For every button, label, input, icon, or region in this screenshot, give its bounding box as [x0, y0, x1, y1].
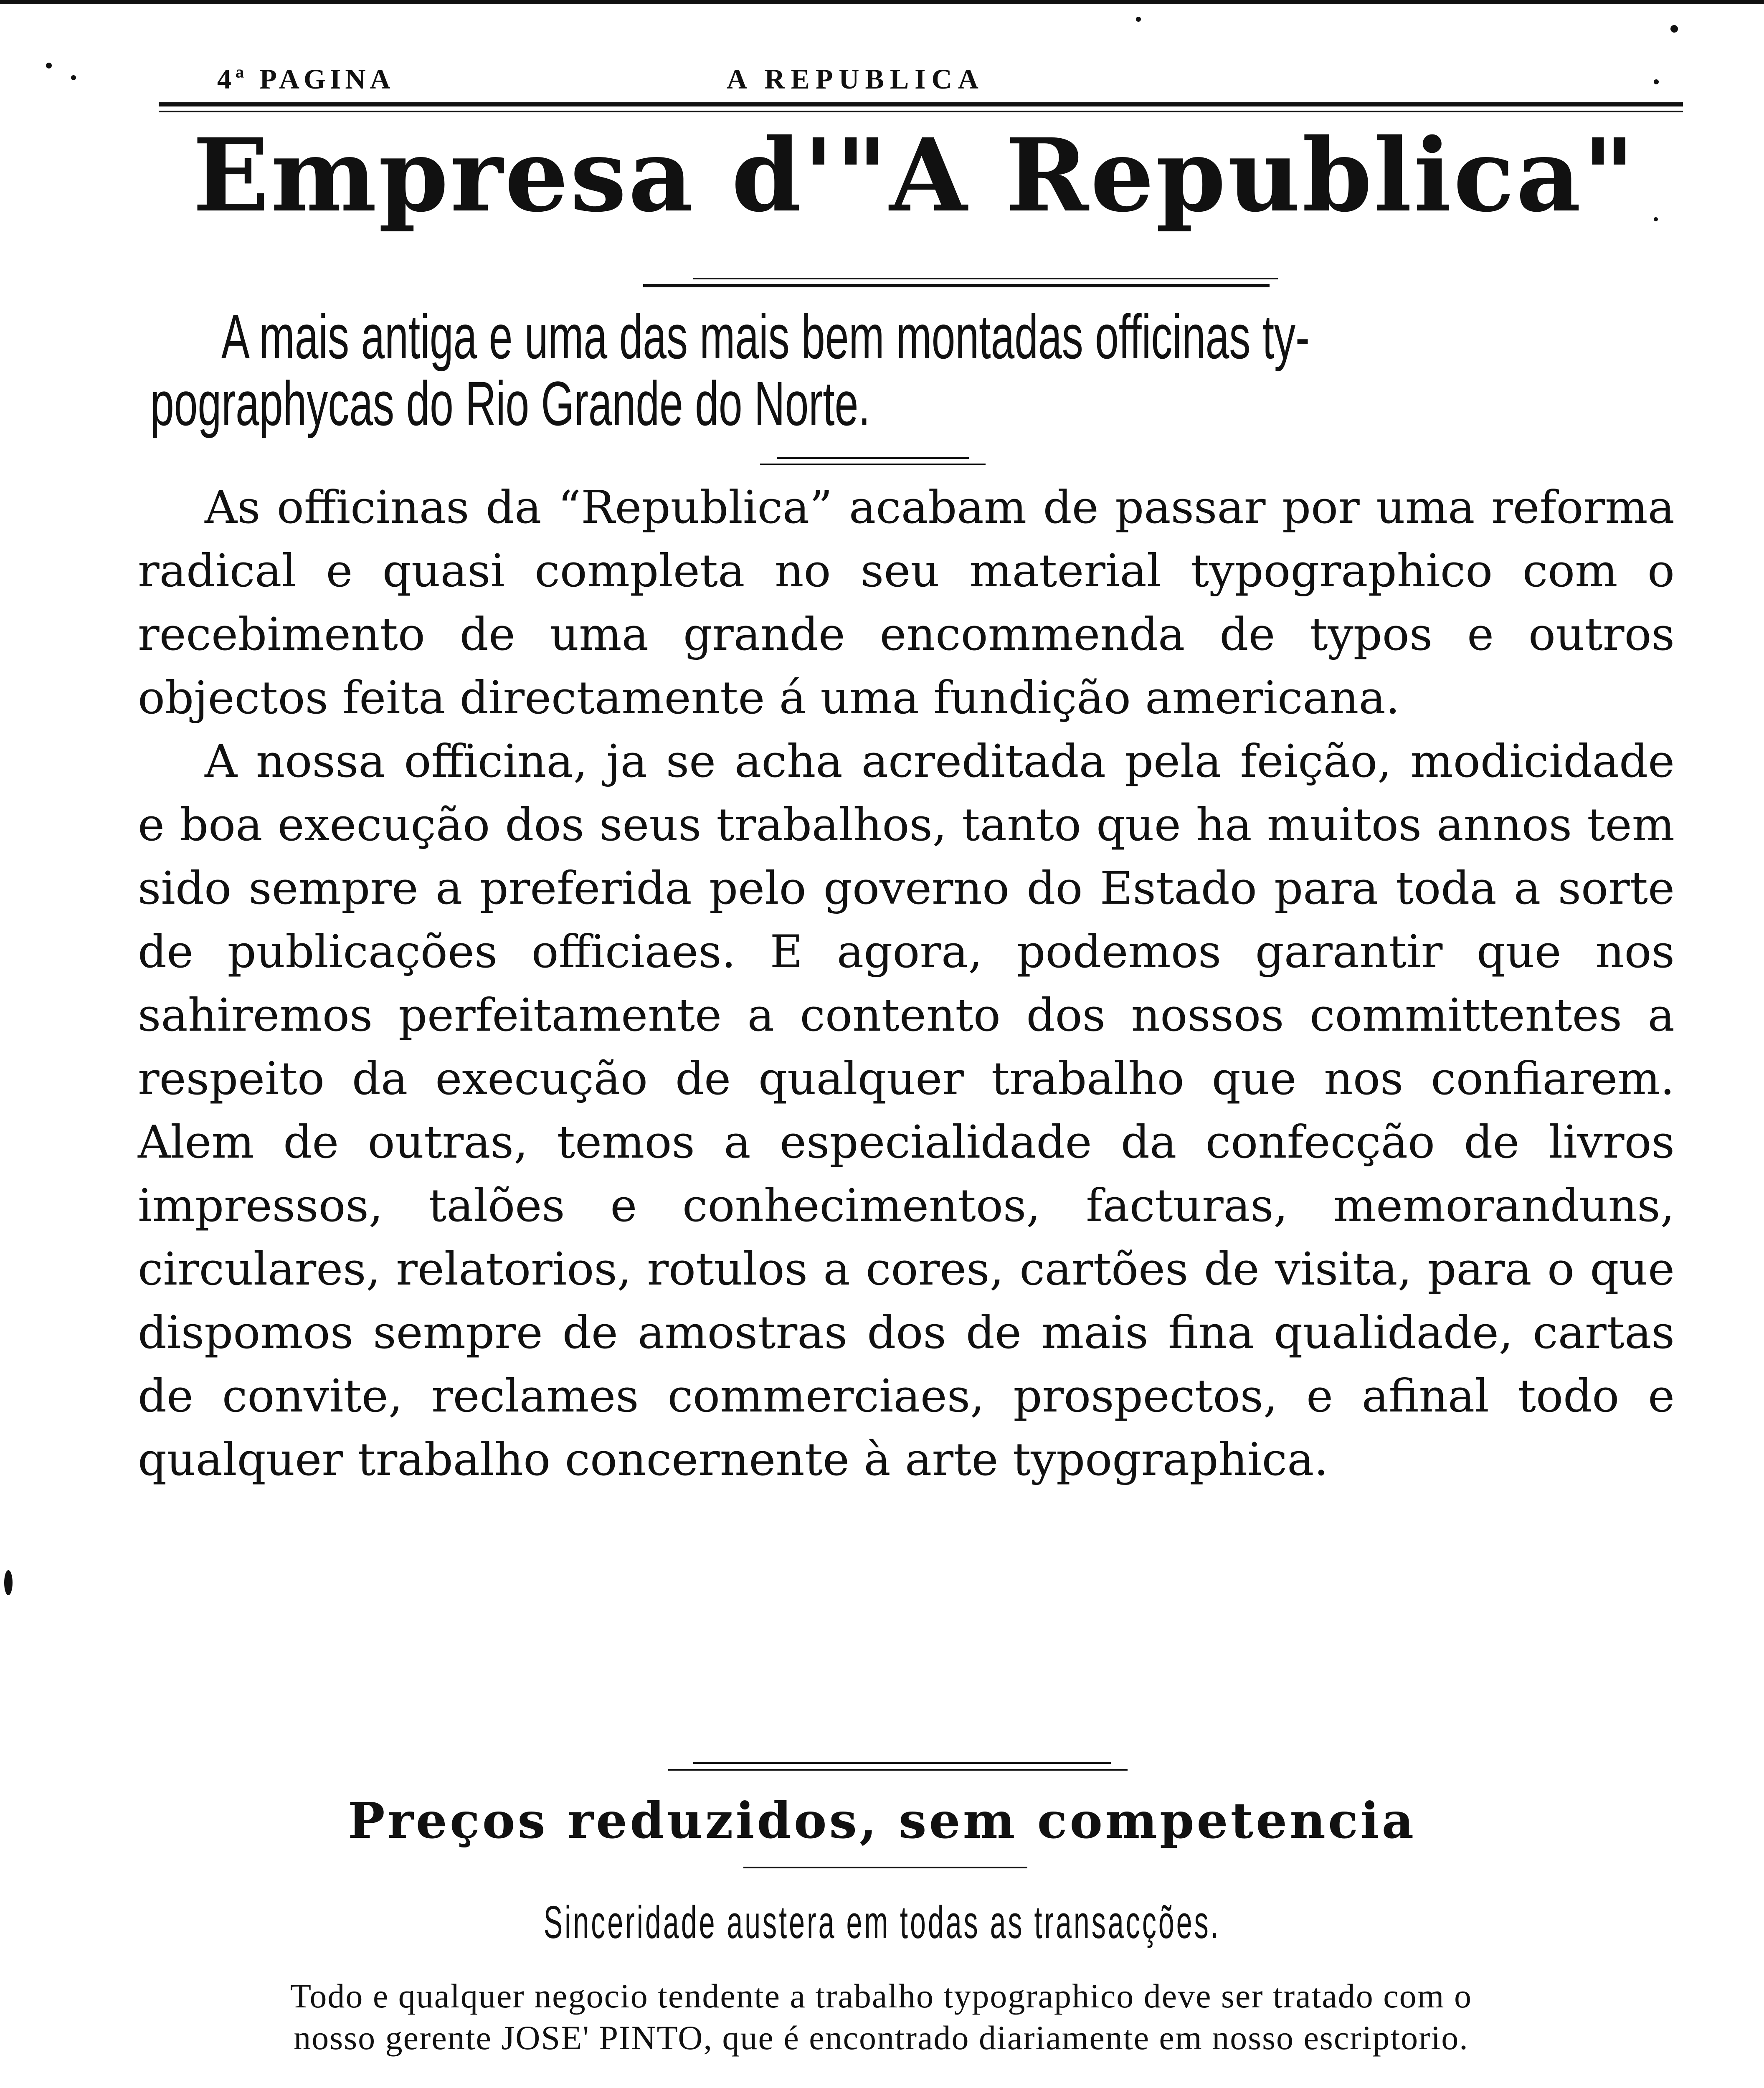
body-divider-top	[693, 1762, 1111, 1764]
body-text	[138, 476, 1675, 1492]
newspaper-name: A REPUBLICA	[727, 63, 984, 95]
title-divider-bottom	[643, 284, 1270, 287]
scan-speck	[46, 63, 52, 68]
header-rule-thin	[159, 111, 1683, 112]
lead-divider	[777, 457, 969, 459]
lead-line-1: A mais antiga e uma das mais bem montadas officinas ty-	[221, 302, 1310, 372]
scan-speck	[71, 75, 76, 80]
lead-divider-2	[760, 464, 986, 465]
body-paragraph-2: A nossa officina, ja se acha acreditada pela feição, modicidade e boa execução dos seus trabalhos, tanto que ha muitos annos tem sido sempre a preferida pelo governo do Estado para toda a sorte de publicações officiaes. E agora, podemos garantir que nos sahiremos perfeitamente a contento dos nossos committentes a respeito da execução de qualquer trabalho que nos confiarem. Alem de outras, temos a especialidade da confecção de livros impressos, talões e conhecimentos, facturas, memoranduns, circulares, relatorios, rotulos a cores, cartões de visita, para o que dispomos sempre de amostras dos de mais fina qualidade, cartas de convite, reclames commerciaes, prospectos, e afinal todo e qualquer trabalho concernente à arte typographica.	[138, 735, 1675, 1486]
scan-speck	[1670, 25, 1678, 33]
title-divider-top	[693, 278, 1278, 279]
header-rule-thick	[159, 102, 1683, 106]
top-scan-edge	[0, 0, 1764, 4]
body-paragraph-1: As officinas da “Republica” acabam de passar por uma reforma radical e quasi completa no seu material typographico com o recebimento de uma grande encommenda de typos e outros objectos feita directamente á uma fundição americana.	[138, 481, 1675, 724]
manager-notice-line-1: Todo e qualquer negocio tendente a trabalho typographico deve ser tratado com o	[290, 1977, 1472, 2015]
ad-title: Empresa d'"A Republica"	[193, 117, 1637, 234]
prices-headline: Preços reduzidos, sem competencia	[347, 1792, 1417, 1850]
lead-line-2: pographycas do Rio Grande do Norte.	[150, 368, 870, 438]
manager-notice-line-2: nosso gerente JOSE' PINTO, que é encontrado diariamente em nosso escriptorio.	[294, 2019, 1469, 2057]
lead-text	[150, 301, 1675, 443]
sincerity-line-wrap	[0, 1896, 1764, 1949]
scan-speck	[1654, 79, 1659, 84]
scan-speck	[4, 1570, 13, 1595]
page-number-label: 4ª PAGINA	[217, 63, 395, 95]
scan-speck	[1136, 17, 1141, 22]
sincerity-line: Sinceridade austera em todas as transacções.	[543, 1897, 1221, 1948]
scan-speck	[1654, 217, 1658, 221]
prices-divider	[743, 1867, 1027, 1868]
manager-notice	[104, 1975, 1658, 2059]
body-divider-bottom	[668, 1769, 1128, 1771]
